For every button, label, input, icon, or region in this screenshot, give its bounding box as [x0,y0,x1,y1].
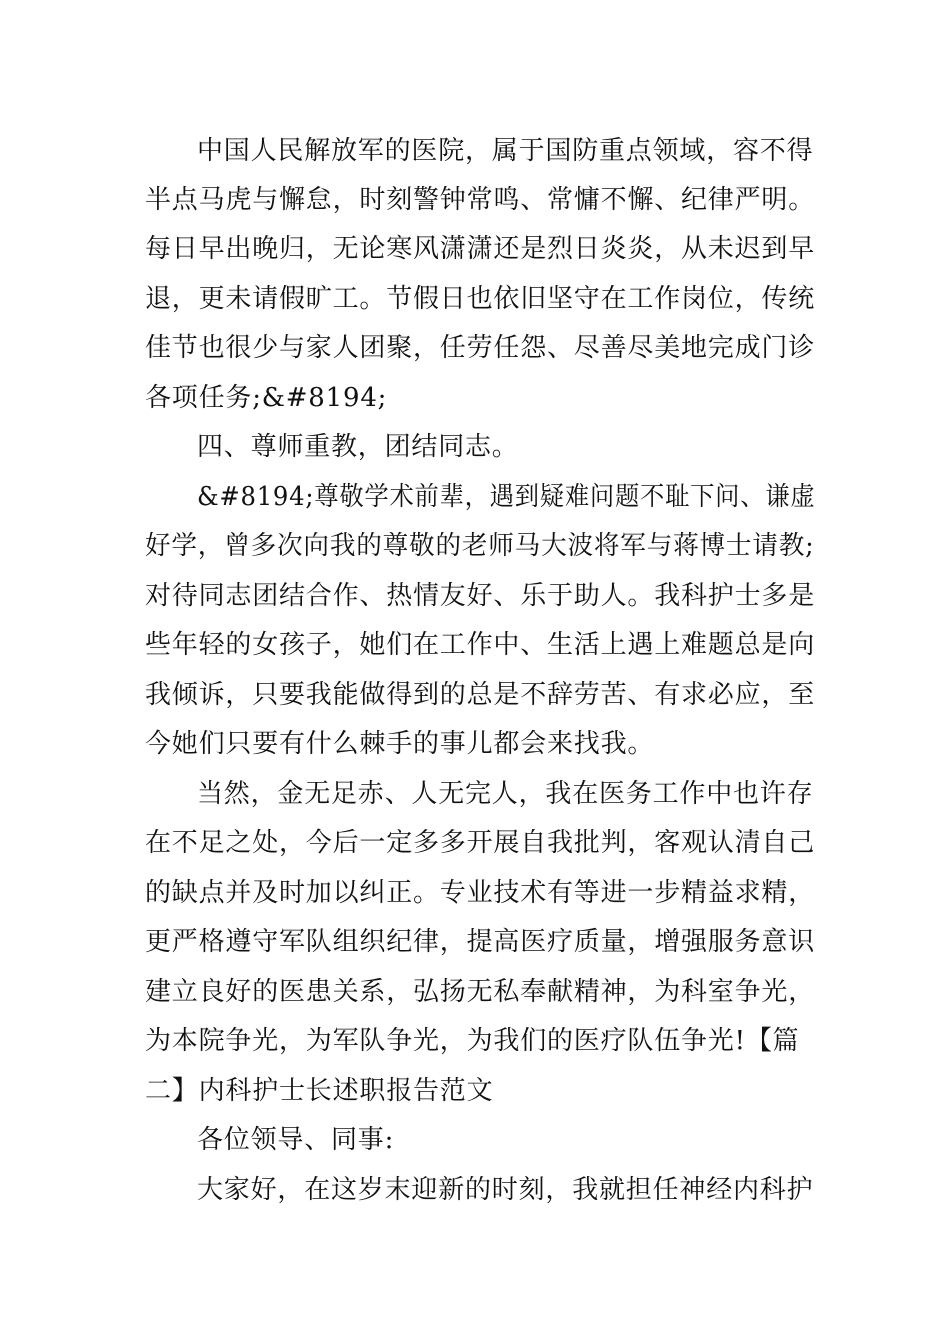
text-line-5: 佳节也很少与家人团聚，任劳任怨、尽善尽美地完成门诊 [145,333,816,363]
text-line-6: 各项任务;&#8194; [145,383,388,413]
text-line-8: &#8194;尊敬学术前辈，遇到疑难问题不耻下问、谦虚 [197,482,816,512]
text-line-11: 些年轻的女孩子，她们在工作中、生活上遇上难题总是向 [145,630,816,660]
text-line-14: 当然，金无足赤、人无完人，我在医务工作中也许存 [197,779,814,809]
text-line-13: 今她们只要有什么棘手的事儿都会来找我。 [145,729,655,759]
text-line-4: 退，更未请假旷工。节假日也依旧坚守在工作岗位，传统 [145,284,816,314]
text-line-16: 的缺点并及时加以纠正。专业技术有等进一步精益求精， [145,878,816,908]
text-line-22: 大家好，在这岁末迎新的时刻，我就担任神经内科护 [197,1175,814,1205]
text-line-12: 我倾诉，只要我能做得到的总是不辞劳苦、有求必应，至 [145,680,816,710]
salutation-line: 各位领导、同事: [197,1125,395,1155]
text-line-9: 好学，曾多次向我的尊敬的老师马大波将军与蒋博士请教; [145,531,815,561]
text-line-10: 对待同志团结合作、热情友好、乐于助人。我科护士多是 [145,581,816,611]
text-line-15: 在不足之处，今后一定多多开展自我批判，客观认清自己 [145,828,816,858]
text-line-19: 为本院争光，为军队争光，为我们的医疗队伍争光!【篇 [145,1026,800,1056]
text-line-1: 中国人民解放军的医院，属于国防重点领域，容不得 [197,136,814,166]
text-line-20: 二】内科护士长述职报告范文 [145,1076,494,1106]
text-line-17: 更严格遵守军队组织纪律，提高医疗质量，增强服务意识 [145,927,816,957]
text-line-2: 半点马虎与懈怠，时刻警钟常鸣、常慵不懈、纪律严明。 [145,185,816,215]
section-heading-4: 四、尊师重教，团结同志。 [197,432,519,462]
text-line-18: 建立良好的医患关系，弘扬无私奉献精神，为科室争光， [145,977,816,1007]
text-line-3: 每日早出晚归，无论寒风潇潇还是烈日炎炎，从未迟到早 [145,234,816,264]
